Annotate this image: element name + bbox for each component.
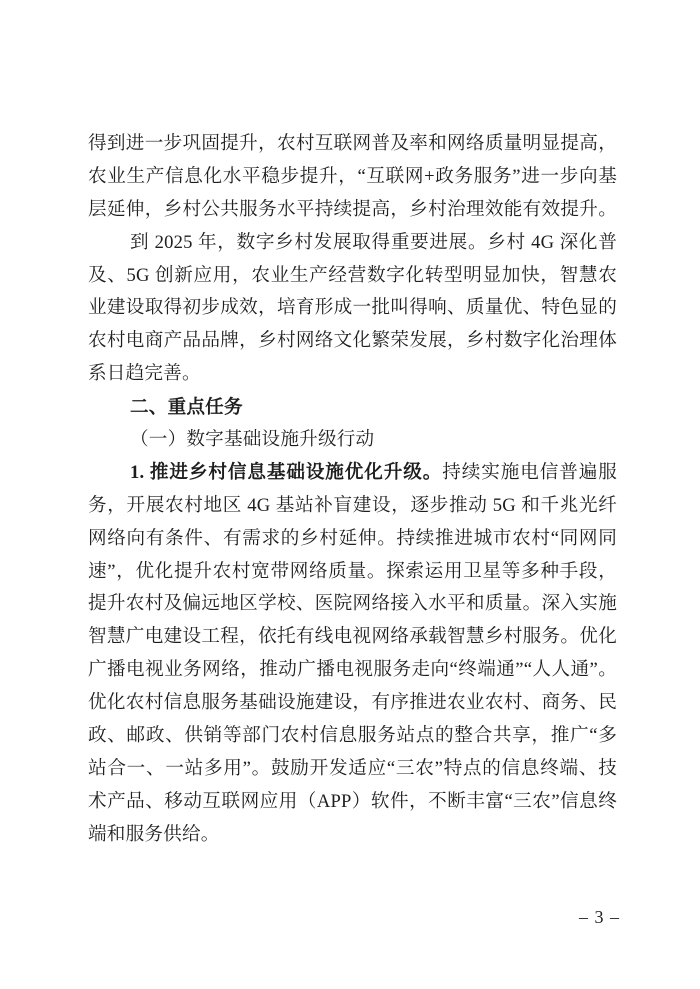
item-lead-bold: 1. 推进乡村信息基础设施优化升级。 [130, 461, 443, 483]
paragraph-line: 层延伸，乡村公共服务水平持续提高，乡村治理效能有效提升。 [88, 198, 617, 220]
paragraph-line: 系日趋完善。 [88, 363, 201, 385]
document-body [88, 128, 617, 852]
subsection-heading: （一）数字基础设施升级行动 [130, 429, 375, 451]
paragraph-line: 优化农村信息服务基础设施建设，有序推进农业农村、商务、民 [88, 692, 617, 714]
paragraph-line: 农村电商产品品牌，乡村网络文化繁荣发展，乡村数字化治理体 [88, 330, 617, 352]
paragraph-line: 站合一、一站多用”。鼓励开发适应“三农”特点的信息终端、技 [88, 757, 617, 779]
item-text: 持续实施电信普遍服 [442, 461, 617, 483]
page-number: – 3 – [579, 907, 620, 927]
paragraph-line [88, 457, 617, 490]
paragraph-line: 术产品、移动互联网应用（APP）软件，不断丰富“三农”信息终 [88, 790, 617, 812]
paragraph-line: 提升农村及偏远地区学校、医院网络接入水平和质量。深入实施 [88, 593, 617, 615]
paragraph-line: 政、邮政、供销等部门农村信息服务站点的整合共享，推广“多 [88, 725, 617, 747]
paragraph-line: 业建设取得初步成效，培育形成一批叫得响、质量优、特色显的 [88, 297, 617, 319]
paragraph-line: 智慧广电建设工程，依托有线电视网络承载智慧乡村服务。优化 [88, 626, 617, 648]
paragraph-line: 到 2025 年，数字乡村发展取得重要进展。乡村 4G 深化普 [130, 231, 617, 253]
section-heading: 二、重点任务 [130, 396, 243, 418]
paragraph-line: 务，开展农村地区 4G 基站补盲建设，逐步推动 5G 和千兆光纤 [88, 494, 617, 516]
paragraph-line: 网络向有条件、有需求的乡村延伸。持续推进城市农村“同网同 [88, 527, 617, 549]
paragraph-line: 农业生产信息化水平稳步提升，“互联网+政务服务”进一步向基 [88, 165, 617, 187]
paragraph-line: 及、5G 创新应用，农业生产经营数字化转型明显加快，智慧农 [88, 264, 617, 286]
paragraph-line: 端和服务供给。 [88, 823, 220, 845]
paragraph-line: 速”，优化提升农村宽带网络质量。探索运用卫星等多种手段， [88, 560, 617, 582]
paragraph-line: 得到进一步巩固提升，农村互联网普及率和网络质量明显提高， [88, 133, 617, 154]
paragraph-line: 广播电视业务网络，推动广播电视服务走向“终端通”“人人通”。 [88, 659, 617, 681]
